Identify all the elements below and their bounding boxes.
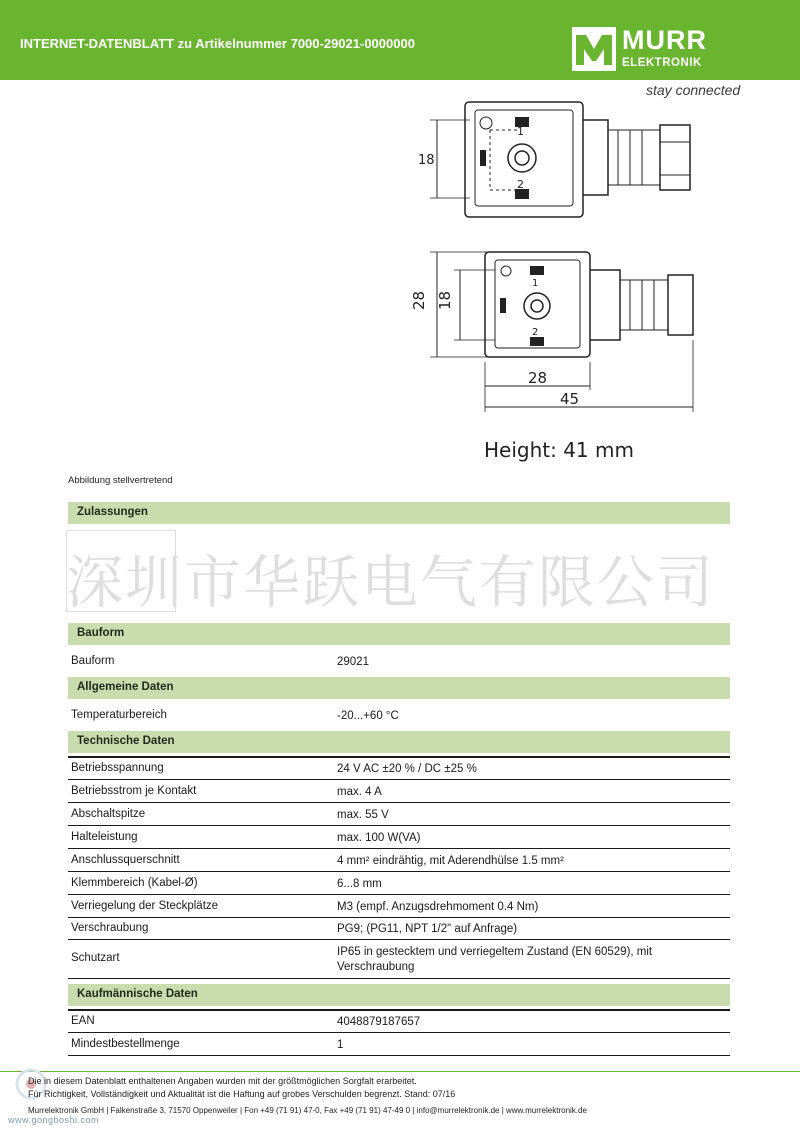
section-kaufmaennische-daten (68, 984, 730, 1006)
section-technische-daten (68, 731, 730, 753)
row-label: Klemmbereich (Kabel-Ø) (71, 877, 198, 889)
section-title: Bauform (77, 627, 125, 639)
row-label: Schutzart (71, 952, 120, 964)
site-watermark-logo-icon (10, 1062, 52, 1112)
divider (68, 802, 730, 803)
row-value: IP65 in gestecktem und verriegeltem Zustand (EN 60529), mit Verschraubung (337, 946, 653, 973)
divider (68, 756, 730, 758)
row-value: max. 55 V (337, 809, 389, 821)
row-value: 6...8 mm (337, 878, 382, 890)
dim-28-horizontal: 28 (528, 369, 548, 387)
divider (68, 825, 730, 826)
row-value: 1 (337, 1039, 344, 1051)
footer-disclaimer-1: Die in diesem Datenblatt enthaltenen Angaben wurden mit der größtmöglichen Sorgfalt erarbeitet. (28, 1076, 417, 1086)
row-value: 24 V AC ±20 % / DC ±25 % (337, 763, 477, 775)
watermark (66, 530, 736, 616)
section-zulassungen (68, 502, 730, 524)
tagline: stay connected (646, 82, 741, 98)
figure-caption: Abbildung stellvertretend (68, 475, 173, 486)
section-bauform (68, 623, 730, 645)
site-url: www.gongboshi.com (8, 1115, 100, 1125)
dim-18-top: 18 (418, 153, 435, 168)
row-value: max. 100 W(VA) (337, 832, 421, 844)
dim-28-vertical: 28 (410, 290, 428, 310)
pin-2-label: 2 (517, 178, 524, 191)
divider (68, 978, 730, 979)
watermark-text: 深圳市华跃电气有限公司 (66, 550, 715, 616)
pin-2-label-lower: 2 (532, 327, 539, 338)
section-title: Allgemeine Daten (77, 681, 174, 693)
row-label: EAN (71, 1015, 95, 1027)
pin-1-label: 1 (517, 125, 524, 138)
row-label: Betriebsspannung (71, 762, 164, 774)
logo-text-elektronik: ELEKTRONIK (622, 57, 702, 69)
row-label: Mindestbestellmenge (71, 1038, 180, 1050)
row-value: 29021 (337, 656, 369, 668)
murr-logo-icon (572, 27, 616, 71)
row-label: Temperaturbereich (71, 709, 167, 721)
header-bar (0, 0, 800, 80)
row-label: Abschaltspitze (71, 808, 146, 820)
dim-45-horizontal: 45 (560, 390, 580, 408)
row-label: Bauform (71, 655, 115, 667)
row-value: M3 (empf. Anzugsdrehmoment 0.4 Nm) (337, 901, 539, 913)
footer-divider (0, 1071, 800, 1072)
section-title: Kaufmännische Daten (77, 988, 198, 1000)
row-value: 4 mm² eindrähtig, mit Aderendhülse 1.5 mm² (337, 855, 564, 867)
row-label: Halteleistung (71, 831, 138, 843)
section-title: Technische Daten (77, 735, 175, 747)
footer-disclaimer-2: Für Richtigkeit, Vollständigkeit und Aktualität ist die Haftung auf grobes Verschulden begrenzt. Stand: 07/16 (28, 1089, 456, 1099)
row-label: Anschlussquerschnitt (71, 854, 180, 866)
row-label: Verschraubung (71, 922, 149, 934)
divider (68, 1032, 730, 1033)
dim-18-vertical: 18 (436, 290, 454, 310)
divider (68, 917, 730, 918)
divider (68, 1055, 730, 1056)
section-title: Zulassungen (77, 506, 148, 518)
row-value: PG9; (PG11, NPT 1/2" auf Anfrage) (337, 923, 518, 935)
logo-text-murr: MURR (622, 25, 707, 55)
footer-address: Murrelektronik GmbH | Falkenstraße 3, 71570 Oppenweiler | Fon +49 (71 91) 47-0, Fax +49 (71 91) 47-49 0 | info@murrelektronik.de | www.murrelektronik.de (28, 1106, 587, 1115)
pin-1-label-lower: 1 (532, 278, 539, 289)
divider (68, 848, 730, 849)
row-value: 4048879187657 (337, 1016, 421, 1028)
row-value: -20...+60 °C (337, 710, 399, 722)
height-label: Height: 41 mm (484, 438, 634, 462)
divider (68, 1009, 730, 1011)
divider (68, 871, 730, 872)
murr-logo (572, 27, 724, 75)
row-value: max. 4 A (337, 786, 382, 798)
row-label: Betriebsstrom je Kontakt (71, 785, 197, 797)
section-allgemeine-daten (68, 677, 730, 699)
page-title: INTERNET-DATENBLATT zu Artikelnummer 7000-29021-0000000 (20, 36, 415, 51)
divider (68, 939, 730, 940)
divider (68, 779, 730, 780)
divider (68, 894, 730, 895)
row-label: Verriegelung der Steckplätze (71, 900, 219, 912)
technical-drawing (410, 90, 750, 470)
